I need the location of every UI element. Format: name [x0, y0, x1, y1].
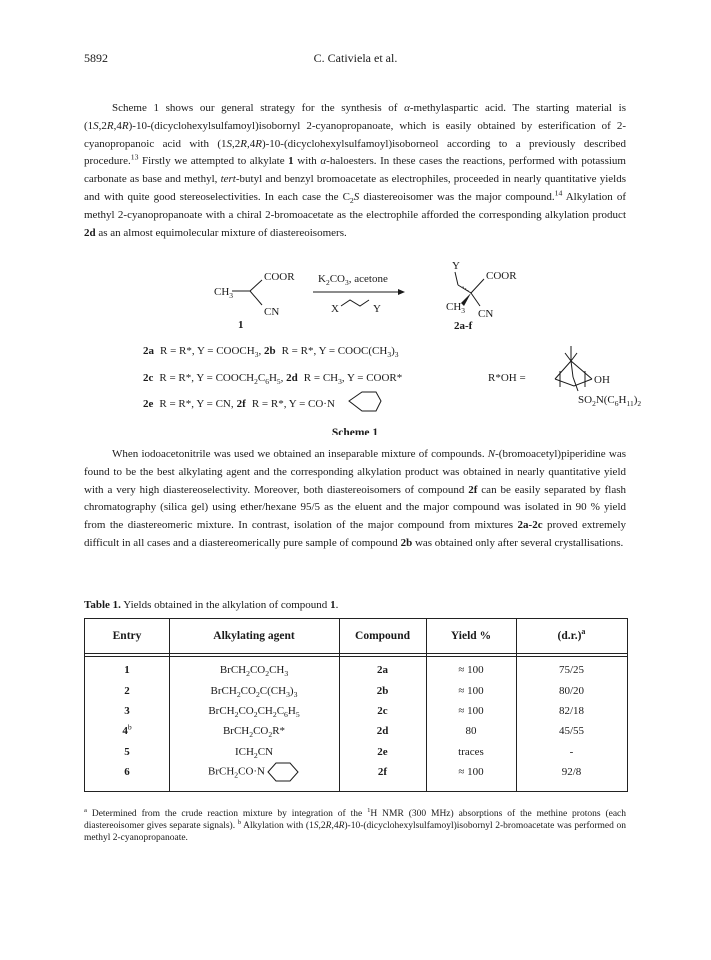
cell-compound: 2e	[377, 746, 388, 758]
cell-dr: 92/8	[561, 766, 582, 778]
svg-text:K2CO3, acetone: $K_2CO_3$, acetone	[318, 273, 388, 287]
cell-compound: 2d	[376, 725, 389, 737]
cell-dr: 45/55	[558, 725, 585, 737]
cell-entry: 6	[124, 766, 130, 778]
svg-text:1: 1	[238, 319, 244, 331]
reaction-arrow	[313, 273, 405, 315]
svg-text:2eR = R*, Y = CN,2fR = R*, Y =: 2e R = R*, Y = CN, 2f R = R*, Y = CO·N	[143, 398, 335, 410]
header-compound: Compound	[355, 630, 410, 642]
cell-dr: 80/20	[558, 685, 585, 697]
header-dr: $(d.r.)^a$	[557, 627, 586, 642]
body-paragraph-1: Scheme 1 shows our general strategy for the synthesis of α-methylaspartic acid. The starting material is (1S,2R,4R)-10-(dicyclohexylsulfamoyl)isobornyl 2-cyanopropanoate, which is easily obtained by esterification of 2-cyanopropanoic acid with (1S,2R,4R)-10-(dicyclohexylsulfamoyl)isoborneol according to a previously described procedure.$^{13}$ Firstly we attempted to alkylate 1 with α-haloesters. In these cases the reactions, performed with potassium carbonate as base and methyl, tert-butyl and benzyl bromoacetate as electrophiles, proceeded in nearly quantitative yields and with quite good stereoselectivities. In each case the $C_2S$ diastereoisomer was the major compound.$^{14}$ Alkylation of methyl 2-cyanopropanoate with a chiral 2-bromoacetate as the electrophile afforded the corresponding alkylation product 2d as an almost equimolecular mixture of diastereoisomers.	[84, 102, 627, 239]
cell-yield: ≈ 100	[458, 664, 484, 676]
svg-text:SO2N(C6H11)2: $SO_2N(C_6H_{11})_2$	[578, 394, 642, 408]
cell-entry: 1	[124, 664, 130, 676]
cell-agent: $BrCH_2CO_2CH_2C_6H_5$	[208, 705, 300, 720]
cell-agent: $BrCH_2CO_2CH_3$	[219, 664, 289, 679]
svg-text:2cR = R*, Y = COOCH2C6H5, 2dR: 2c R = R*, $Y = COOCH_2C_6H_5$, 2d $R = CH_3$, Y = COOR*	[143, 372, 403, 386]
cell-dr: -	[569, 746, 574, 758]
cell-agent: BrCH$_2$CO·N	[169, 761, 339, 783]
cell-agent: $BrCH_2CO_2R*$	[222, 725, 286, 740]
svg-text:R*OH =: R*OH =	[488, 372, 526, 384]
product-structure	[446, 260, 517, 332]
running-head: C. Cativiela et al.	[313, 51, 398, 65]
svg-text:CN: CN	[478, 308, 494, 320]
cell-yield: ≈ 100	[458, 705, 484, 717]
svg-text:Y: Y	[452, 260, 460, 272]
header-agent: Alkylating agent	[213, 630, 295, 642]
cell-dr: 82/18	[558, 705, 585, 717]
cell-entry: 5	[124, 746, 130, 758]
svg-text:X: X	[331, 303, 339, 315]
cell-yield: ≈ 100	[458, 766, 484, 778]
piperidine-ring-icon	[266, 761, 300, 783]
svg-text:CH3: $CH_3$	[446, 301, 466, 315]
svg-text:CN: CN	[264, 306, 280, 318]
results-table	[84, 618, 628, 792]
scheme-definitions	[143, 345, 402, 411]
svg-text:COOR: COOR	[486, 270, 517, 282]
header-entry: Entry	[112, 630, 142, 642]
cell-entry: 2	[124, 685, 130, 697]
table-caption: Table 1. Yields obtained in the alkylation of compound 1.	[84, 599, 339, 611]
cell-yield: 80	[465, 725, 477, 737]
cell-compound: 2f	[377, 766, 388, 778]
cell-compound: 2b	[376, 685, 389, 697]
svg-text:CH3: $CH_3$	[214, 286, 234, 300]
cell-compound: 2a	[377, 664, 388, 676]
body-paragraph-2: When iodoacetonitrile was used we obtained an inseparable mixture of compounds. N-(bromoacetyl)piperidine was found to be the best alkylating agent and the corresponding alkylation product was obtained in nearly quantitative yield with a very high diastereoselectivity. Moreover, both diastereoisomers of compound 2f can be easily separated by flash chromatography (silica gel) using ether/hexane 95/5 as the eluent and the major compound was isolated in 90 % yield from the diastereomeric mixture. In contrast, isolation of the major compound from mixtures 2a-2c proved extremely difficult in all cases and a diastereomerically pure sample of compound 2b was obtained only after several crystallisations.	[84, 448, 627, 549]
svg-text:2a-f: 2a-f	[454, 320, 473, 332]
svg-text:OH: OH	[594, 374, 610, 386]
scheme-1	[0, 260, 711, 435]
svg-text:2aR = R*, Y = COOCH3, 2bR = R*: 2a R = R*, $Y = COOCH_3$, 2b R = R*, $Y = COOC(CH_3)_3$	[143, 345, 399, 359]
scheme-title: Scheme 1	[331, 427, 379, 435]
cell-entry: 3	[124, 705, 130, 717]
cell-yield: traces	[458, 746, 484, 758]
page-number: 5892	[84, 51, 108, 65]
cell-entry: 4$^b$	[122, 722, 132, 737]
cell-dr: 75/25	[558, 664, 585, 676]
svg-text:COOR: COOR	[264, 271, 295, 283]
auxiliary-structure	[488, 346, 641, 408]
cell-agent: $ICH_2CN$	[234, 746, 274, 761]
cell-compound: 2c	[377, 705, 388, 717]
cell-agent: $BrCH_2CO_2C(CH_3)_3$	[210, 685, 298, 700]
cell-yield: ≈ 100	[458, 685, 484, 697]
scheme-drawing	[0, 260, 711, 435]
table-footnote: $^a$ Determined from the crude reaction mixture by integration of the $^1$H NMR (300 MHz) absorptions of the methine protons (each diastereoisomer gives separate signals). $^b$ Alkylation with (1S,2R,4R)-10-(dicyclohexylsulfamoyl)isobornyl 2-bromoacetate was performed on methyl 2-cyanopropanoate.	[84, 806, 627, 843]
reactant-structure	[214, 271, 295, 331]
svg-text:Y: Y	[373, 303, 381, 315]
header-yield: Yield %	[450, 630, 492, 642]
